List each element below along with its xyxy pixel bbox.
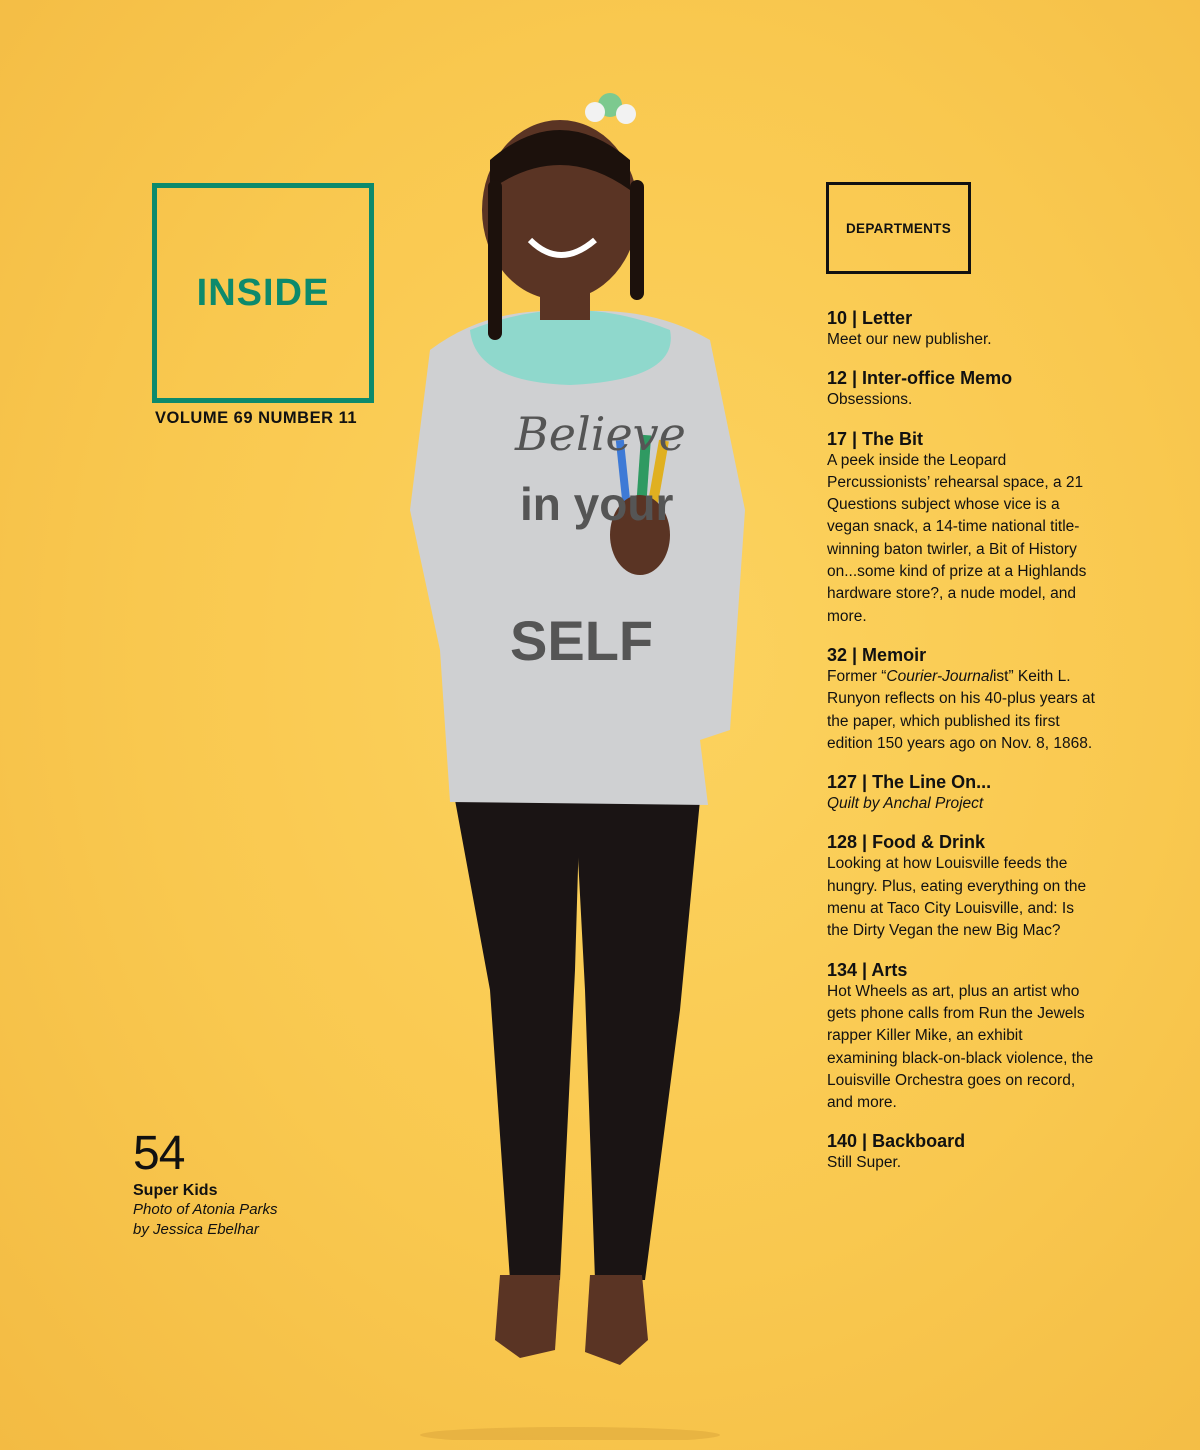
feature-title: Super Kids xyxy=(133,1182,218,1199)
toc-heading: 32 | Memoir xyxy=(827,644,927,665)
departments-list xyxy=(827,307,1097,1191)
departments-box xyxy=(826,182,971,274)
toc-description xyxy=(827,793,1097,815)
toc-item[interactable] xyxy=(827,831,1097,942)
toc-desc-pre: Former “ xyxy=(827,667,887,685)
toc-heading: 134 | Arts xyxy=(827,959,908,980)
toc-heading: 140 | Backboard xyxy=(827,1131,966,1152)
toc-item[interactable] xyxy=(827,771,1097,815)
feature-caption xyxy=(133,1128,313,1240)
toc-description: Looking at how Louisville feeds the hungry. Plus, eating everything on the menu at Taco City Louisville, and: Is the Dirty Vegan the new Big Mac? xyxy=(827,855,1087,940)
inside-box xyxy=(152,183,374,403)
toc-description: Hot Wheels as art, plus an artist who gets phone calls from Run the Jewels rapper Killer Mike, an exhibit examining black-on-black violence, the Louisville Orchestra goes on record, and more. xyxy=(827,982,1094,1112)
volume-number: VOLUME 69 NUMBER 11 xyxy=(155,409,358,427)
toc-item[interactable] xyxy=(827,307,1097,351)
toc-item[interactable] xyxy=(827,1130,1097,1174)
shirt-text-line1: Believe xyxy=(515,407,686,461)
inside-title: INSIDE xyxy=(196,271,330,314)
toc-description: Still Super. xyxy=(827,1154,902,1172)
toc-desc-post: ist” Keith L. Runyon reflects on his 40-plus years at the paper, which published its first edition 150 years ago on Nov. 8, 1868. xyxy=(827,667,1095,752)
child-illustration xyxy=(380,90,820,1440)
toc-desc-italic: Courier-Journal xyxy=(886,667,993,685)
feature-credit-line1: Photo of Atonia Parks xyxy=(133,1201,278,1218)
toc-desc-italic: Quilt by Anchal Project xyxy=(827,795,984,813)
shirt-text-line3: SELF xyxy=(510,609,654,672)
toc-item[interactable] xyxy=(827,428,1097,628)
departments-label: DEPARTMENTS xyxy=(845,220,952,236)
shirt-text-line2: in your xyxy=(520,478,674,530)
toc-description xyxy=(827,666,1097,755)
toc-item[interactable] xyxy=(827,644,1097,755)
toc-description: A peek inside the Leopard Percussionists’ rehearsal space, a 21 Questions subject whose vice is a vegan snack, a 14-time national title-winning baton twirler, a Bit of History on...some kind of prize at a Highlands hardware store?, a nude model, and more. xyxy=(827,451,1087,625)
toc-heading: 127 | The Line On... xyxy=(827,772,992,793)
toc-heading: 10 | Letter xyxy=(827,308,913,328)
toc-item[interactable] xyxy=(827,959,1097,1115)
feature-credit xyxy=(133,1200,313,1240)
feature-credit-line2: by Jessica Ebelhar xyxy=(133,1221,259,1238)
toc-heading: 128 | Food & Drink xyxy=(827,832,986,853)
toc-heading: 12 | Inter-office Memo xyxy=(827,368,1013,389)
cover-photo xyxy=(380,90,820,1440)
toc-heading: 17 | The Bit xyxy=(827,428,924,449)
toc-item[interactable] xyxy=(827,367,1097,411)
feature-page-number: 54 xyxy=(133,1127,185,1180)
toc-description: Obsessions. xyxy=(827,391,913,409)
toc-description: Meet our new publisher. xyxy=(827,331,992,348)
